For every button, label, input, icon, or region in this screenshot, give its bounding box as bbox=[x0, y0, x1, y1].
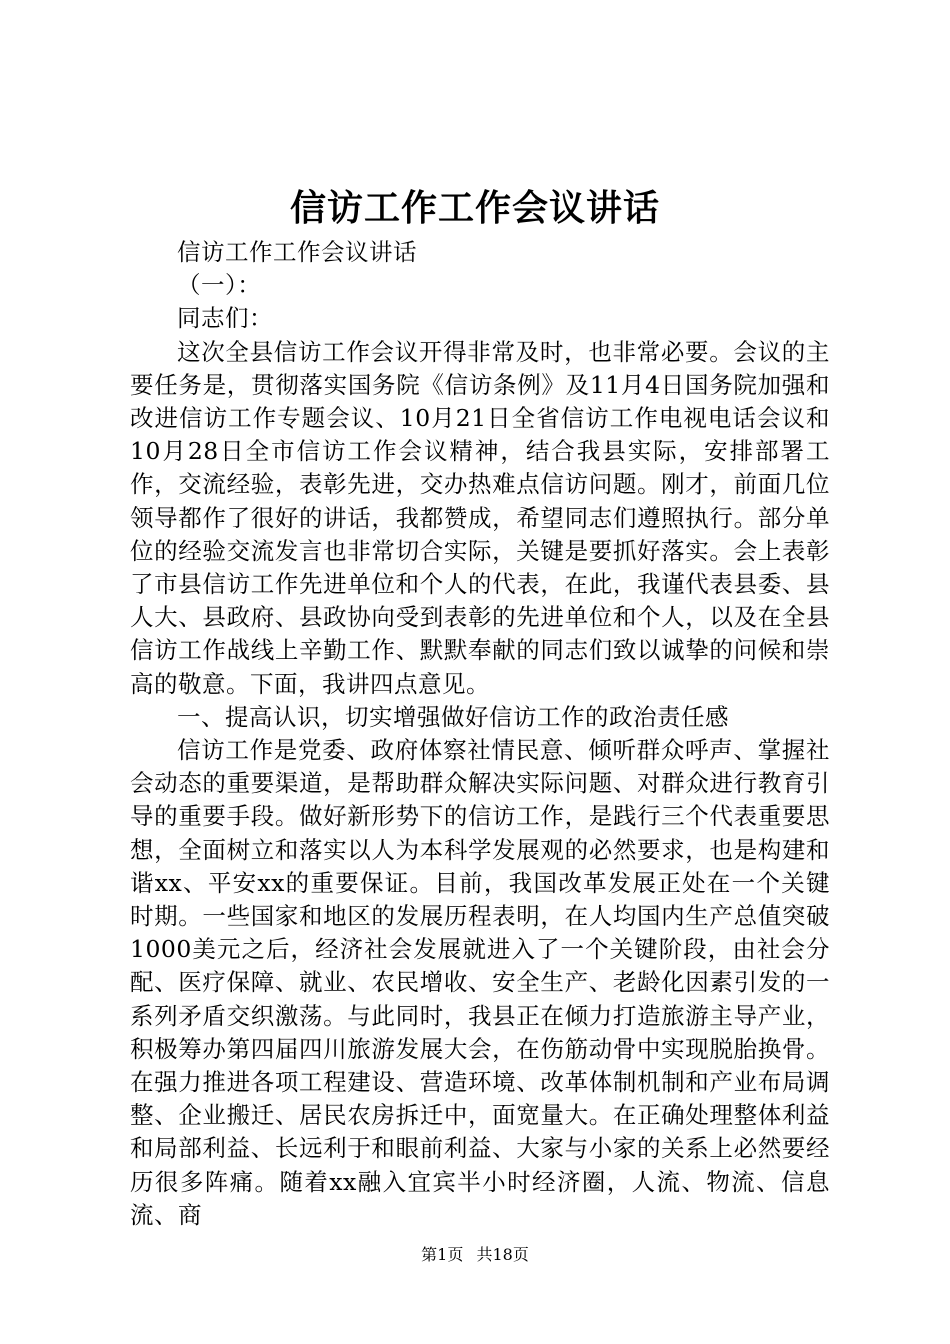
document-title: 信访工作工作会议讲话 bbox=[289, 187, 660, 229]
page-footer bbox=[0, 1244, 950, 1266]
document-body bbox=[130, 236, 830, 1232]
body-paragraph: 信访工作是党委、政府体察社情民意、倾听群众呼声、掌握社会动态的重要渠道，是帮助群众解决实际问题、对群众进行教育引导的重要手段。做好新形势下的信访工作，是践行三个代表重要思想，全面树立和落实以人为本科学发展观的必然要求，也是构建和谐xx、平安xx的重要保证。目前，我国改革发展正处在一个关键时期。一些国家和地区的发展历程表明，在人均国内生产总值突破1000美元之后，经济社会发展就进入了一个关键阶段，由社会分配、医疗保障、就业、农民增收、安全生产、老龄化因素引发的一系列矛盾交织激荡。与此同时，我县正在倾力打造旅游主导产业，积极筹办第四届四川旅游发展大会，在伤筋动骨中实现脱胎换骨。在强力推进各项工程建设、营造环境、改革体制机制和产业布局调整、企业搬迁、居民农房拆迁中，面宽量大。在正确处理整体利益和局部利益、长远利于和眼前利益、大家与小家的关系上必然要经历很多阵痛。随着xx融入宜宾半小时经济圈，人流、物流、信息流、商 bbox=[130, 736, 830, 1229]
intro-paragraph: 这次全县信访工作会议开得非常及时，也非常必要。会议的主要任务是，贯彻落实国务院《信访条例》及11月4日国务院加强和改进信访工作专题会议、10月21日全省信访工作电视电话会议和10月28日全市信访工作会议精神，结合我县实际，安排部署工作，交流经验，表彰先进，交办热难点信访问题。刚才，前面几位领导都作了很好的讲话，我都赞成，希望同志们遵照执行。部分单位的经验交流发言也非常切合实际，关键是要抓好落实。会上表彰了市县信访工作先进单位和个人的代表，在此，我谨代表县委、县人大、县政府、县政协向受到表彰的先进单位和个人，以及在全县信访工作战线上辛勤工作、默默奉献的同志们致以诚挚的问候和崇高的敬意。下面，我讲四点意见。 bbox=[130, 337, 830, 698]
page-total: 共18页 bbox=[476, 1245, 529, 1264]
section-number-paragraph: （一）： bbox=[177, 271, 262, 300]
heading-paragraph: 一、提高认识，切实增强做好信访工作的政治责任感 bbox=[177, 702, 729, 731]
page-number: 第1页 bbox=[421, 1245, 464, 1264]
subtitle-paragraph: 信访工作工作会议讲话 bbox=[177, 238, 417, 266]
salutation-paragraph: 同志们： bbox=[177, 304, 273, 333]
